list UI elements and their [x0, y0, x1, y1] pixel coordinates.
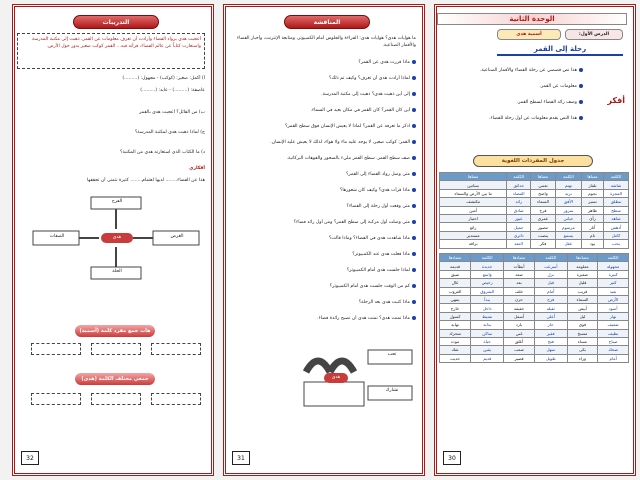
qa-item: ماذا قرأت هدى؟ وكيف كان شعورها؟	[228, 187, 416, 203]
table-cell: غال	[440, 279, 471, 287]
table-cell: صغيرة	[567, 270, 598, 278]
bullet-icon	[412, 236, 416, 240]
map-label-bottom: الحلة	[112, 269, 122, 274]
table-row	[440, 181, 629, 189]
qa-item: اذكر ما تعرفه عن القمر؟ لماذا لا يعيش الإنسان فوق سطح القمر؟	[228, 123, 416, 139]
intro-box	[17, 33, 205, 69]
table-header: مضادها	[440, 254, 471, 262]
center-word: هدى	[101, 233, 133, 243]
table-cell: سهل	[534, 346, 567, 354]
bullet-icon	[412, 268, 416, 272]
ideas-label: أفكاري	[189, 166, 205, 171]
lesson-name: أسمية هدى	[497, 29, 561, 40]
table-cell: أمام	[598, 354, 629, 362]
table-cell: مستدير	[440, 231, 507, 239]
table-row	[440, 223, 629, 231]
qa-item: لماذا جلست هدى أمام الكمبيوتر؟	[228, 267, 416, 283]
table-cell: خارج	[440, 304, 471, 312]
think-point: هذا النص يقدم معلومات عن أول رحلة للفضاء.	[443, 115, 583, 125]
table-cell: فرح	[531, 206, 556, 214]
table-cell: سطح	[604, 206, 629, 214]
table-cell: كثير	[598, 279, 629, 287]
bullet-icon	[412, 76, 416, 80]
table-cell: اجتياز	[440, 214, 507, 222]
qa-item: ماذا قررت هدى عن القمر؟	[228, 59, 416, 75]
table-header: الكلمة	[598, 254, 629, 262]
qa-item: لماذا أرادت هدى أن تعرف؟ وكيف تم ذلك؟	[228, 75, 416, 91]
page-number: 32	[21, 451, 39, 465]
table-cell: الشروق	[471, 287, 504, 295]
table-cell: أبيض	[567, 304, 598, 312]
table-cell: شك	[440, 346, 471, 354]
table-cell: المجرة	[604, 189, 629, 197]
table-row	[440, 206, 629, 214]
table-cell: رخيص	[471, 279, 504, 287]
qa-item: متى وصلت أول مركبة إلى سطح القمر؟ ومن أول رائد فضاء؟	[228, 219, 416, 235]
table-cell: لامعة	[507, 240, 531, 248]
think-points	[443, 67, 583, 125]
question-2: ب) من القائل؟ أعجبت هدى بالقمر	[139, 110, 205, 115]
bullet-icon	[579, 116, 583, 120]
table-cell: نجوم	[582, 189, 604, 197]
table-header: الكلمة	[471, 254, 504, 262]
bullet-icon	[412, 284, 416, 288]
table-cell: يحب	[604, 240, 629, 248]
think-point: معلومات عن القمر.	[443, 83, 583, 93]
banner-2: جمعي مختلف الكلمة (هدى)	[75, 373, 155, 385]
diagram-label-love: تحب	[387, 352, 397, 357]
table-cell: حياة	[471, 337, 504, 345]
qa-list	[228, 59, 416, 331]
answer-box[interactable]	[91, 393, 141, 405]
table-cell: تنطلق	[604, 198, 629, 206]
table-cell: مكتشف	[440, 198, 507, 206]
table-cell: فرح	[534, 295, 567, 303]
table-cell: تعتني	[531, 181, 556, 189]
table-cell: نظيف	[598, 329, 629, 337]
table-cell: مرسوم	[555, 223, 581, 231]
arch-right-icon	[330, 361, 354, 372]
middle-page	[223, 4, 425, 476]
table-cell: أغلق	[504, 337, 535, 345]
exercise-line-2: عاصفة: (.........) - عابد: (.........)	[140, 88, 205, 93]
table-cell: الفضاء	[507, 189, 531, 197]
table-cell: واضح	[531, 189, 556, 197]
table-cell: دائري	[507, 231, 531, 239]
table-cell: موت	[440, 337, 471, 345]
table-row	[440, 240, 629, 248]
table-cell: صعد	[504, 270, 535, 278]
think-point: هذا نص قصصي عن رحلة الفضاء والأقمار الصناعية.	[443, 67, 583, 77]
table-cell: أبطأت	[504, 262, 535, 270]
qa-item: متى وقعت أول رحلة إلى الفضاء؟	[228, 203, 416, 219]
table-cell: ضيق	[440, 270, 471, 278]
table-cell: ساكن	[471, 329, 504, 337]
table-cell: سرور	[555, 206, 581, 214]
qa-item: متى وصل رواد الفضاء إلى القمر؟	[228, 171, 416, 187]
table-cell: بارد	[504, 321, 535, 329]
table-cell: متسخ	[567, 329, 598, 337]
diagram-center: هدى	[324, 373, 348, 383]
answer-box[interactable]	[31, 343, 81, 355]
bullet-icon	[579, 68, 583, 72]
table-cell: بعيد	[598, 287, 629, 295]
table-row	[440, 270, 629, 278]
table-cell: رائع	[440, 223, 507, 231]
table-cell: قديم	[471, 354, 504, 362]
table-cell: كامل	[604, 231, 629, 239]
question-3: ج) لماذا ذهبت هدى لمكتبة المدرسة؟	[134, 130, 205, 135]
vocab-title: جدول المفردات اللغوية	[473, 155, 593, 167]
table-cell: أسفل	[504, 312, 535, 320]
map-label-right: الغرض	[170, 234, 184, 239]
table-cell: ما بين الأرض والسماء	[440, 189, 507, 197]
diagram-box	[304, 382, 364, 406]
bullet-icon	[412, 124, 416, 128]
table-cell: الأرض	[598, 295, 629, 303]
table-cell: تام	[582, 231, 604, 239]
map-label-left: الصفات	[49, 234, 65, 239]
table-cell: صادق	[507, 206, 531, 214]
diagram-label-share: تشارك	[385, 388, 399, 393]
table-cell: صباح	[598, 337, 629, 345]
table-header: مضادها	[567, 254, 598, 262]
table-row	[440, 287, 629, 295]
intro-text: ما هوايات هدى؟ هوايات هدى: القراءة والجلوس أمام الكمبيوتر، ومتابعة الإنترنت، وأخبار الفضاء والأقمار الصناعية.	[236, 36, 416, 48]
think-point: وصف رائد الفضاء لسطح القمر.	[443, 99, 583, 109]
bullet-icon	[412, 108, 416, 112]
think-label: أفكر	[607, 96, 625, 105]
table-cell: جديدة	[471, 262, 504, 270]
table-cell: ليل	[567, 312, 598, 320]
table-cell: أسرعت	[534, 262, 567, 270]
table-cell: مساء	[567, 337, 598, 345]
table-cell: خفيفة	[504, 304, 535, 312]
table-cell: عبور	[507, 214, 531, 222]
table-cell: ضحك	[598, 346, 629, 354]
unit-title: الوحدة الثانية	[437, 13, 627, 25]
table-cell: قصير	[504, 354, 535, 362]
table-cell: غني	[504, 329, 535, 337]
table-cell: مجهولة	[598, 262, 629, 270]
fill-line: هذا عن الفضاء........ لديها اهتمام........ كثيرة تتمنى أن تحققها	[86, 178, 205, 183]
table-cell: يود	[582, 240, 604, 248]
table-row	[440, 321, 629, 329]
table-row	[440, 354, 629, 362]
table-cell: واسع	[471, 270, 504, 278]
qa-item: ماذا شاهدت هدى في الفضاء؟ وماذا قالت؟	[228, 235, 416, 251]
banner-1: هات جمع مفرد كلمة (أسمية)	[75, 325, 155, 337]
table-cell: فقير	[534, 329, 567, 337]
bullet-icon	[412, 252, 416, 256]
table-cell: حدائق	[507, 181, 531, 189]
table-cell: عقل	[555, 240, 581, 248]
page-number: 30	[443, 451, 461, 465]
qa-item: ماذا فعلت هدى عند الكمبيوتر؟	[228, 251, 416, 267]
table-row	[440, 337, 629, 345]
question-4: د) ما الكتاب الذي استعارته هدى من المكتبة؟	[120, 150, 205, 155]
table-cell: جميل	[507, 223, 531, 231]
bullet-icon	[579, 100, 583, 104]
table-row	[440, 262, 629, 270]
qa-item: كم من الوقت جلست هدى أمام الكمبيوتر؟	[228, 283, 416, 299]
table-cell: خلف	[504, 287, 535, 295]
table-header: الكلمة	[534, 254, 567, 262]
table-cell: أمين	[440, 206, 507, 214]
table-row	[440, 295, 629, 303]
opposites-table	[439, 253, 629, 363]
lesson-label: الدرس الأول:	[565, 29, 623, 40]
table-header: معناها	[531, 173, 556, 181]
table-cell: ينصت	[531, 231, 556, 239]
table-cell: مصور	[531, 223, 556, 231]
left-page	[12, 4, 214, 476]
exercise-line-1: أ) أكمل: صغير: (كوكب) - مجهول: (.........)	[122, 76, 205, 81]
table-cell: كسول	[440, 312, 471, 320]
bullet-icon	[412, 188, 416, 192]
table-row	[440, 304, 629, 312]
bullet-icon	[412, 140, 416, 144]
table-cell: قبل	[534, 279, 567, 287]
table-row	[440, 214, 629, 222]
bullet-icon	[412, 300, 416, 304]
table-cell: وراء	[567, 354, 598, 362]
table-row	[440, 312, 629, 320]
table-cell: عمري	[531, 214, 556, 222]
qa-item: ماذا كتبت هدى بعد الرحلة؟	[228, 299, 416, 315]
table-cell: حديث	[440, 354, 471, 362]
table-cell: ظاهر	[582, 206, 604, 214]
table-cell: صعب	[504, 346, 535, 354]
table-cell: حياتي	[555, 214, 581, 222]
answer-box[interactable]	[91, 343, 141, 355]
table-cell: قديمة	[440, 262, 471, 270]
table-cell: فتح	[534, 337, 567, 345]
table-cell: أعلى	[534, 312, 567, 320]
table-cell: تهتم	[555, 181, 581, 189]
table-cell: نشيط	[471, 312, 504, 320]
bullet-icon	[579, 84, 583, 88]
qa-item: ماذا تمنت هدى؟ تمنت هدى أن تصبح رائدة فضاء.	[228, 315, 416, 331]
qa-item: صف سطح القمر. سطح القمر مليء بالصخور والفوهات البركانية.	[228, 155, 416, 171]
page-number: 31	[232, 451, 250, 465]
table-cell: تسير	[582, 198, 604, 206]
table-cell: بكى	[567, 346, 598, 354]
table-cell: الأفق	[555, 198, 581, 206]
table-cell: قليل	[567, 279, 598, 287]
answer-box[interactable]	[151, 393, 201, 405]
bullet-icon	[412, 156, 416, 160]
bullet-icon	[412, 220, 416, 224]
table-cell: نزيه	[555, 189, 581, 197]
lesson-title: رحلة إلى القمر	[497, 43, 623, 56]
table-cell: قوي	[567, 321, 598, 329]
table-cell: أسود	[598, 304, 629, 312]
bullet-icon	[412, 60, 416, 64]
table-cell: السماء	[531, 198, 556, 206]
table-cell: حزن	[504, 295, 535, 303]
table-cell: ينتهي	[440, 295, 471, 303]
table-header: الكلمة	[555, 173, 581, 181]
qa-item: القمر: كوكب صغير، لا يوجد عليه ماء ولا هواء، لذلك لا يعيش عليه الإنسان.	[228, 139, 416, 155]
qa-item: إلى أين ذهبت هدى؟ ذهبت إلى مكتبة المدرسة.	[228, 91, 416, 107]
table-header: مضادها	[504, 254, 535, 262]
table-cell: ضعيف	[598, 321, 629, 329]
table-row	[440, 346, 629, 354]
right-page	[434, 4, 636, 476]
table-cell: نهار	[598, 312, 629, 320]
table-cell: حار	[534, 321, 567, 329]
page-title: المناقشة	[284, 15, 370, 29]
table-cell: بداية	[471, 321, 504, 329]
map-label-top: الفرح	[111, 199, 123, 204]
table-cell: شاهد	[604, 214, 629, 222]
table-cell: براقة	[440, 240, 507, 248]
table-cell: أثار	[582, 223, 604, 231]
table-cell: قريب	[567, 287, 598, 295]
table-row	[440, 329, 629, 337]
table-header: معناها	[582, 173, 604, 181]
table-cell: فكر	[531, 240, 556, 248]
table-cell: طويل	[534, 354, 567, 362]
table-cell: داخل	[471, 304, 504, 312]
bullet-icon	[412, 316, 416, 320]
answer-box[interactable]	[31, 393, 81, 405]
arch-left-icon	[306, 361, 330, 372]
table-row	[440, 189, 629, 197]
table-cell: تلفاز	[582, 181, 604, 189]
table-cell: أمام	[534, 287, 567, 295]
table-cell: يبدأ	[471, 295, 504, 303]
table-header: معناها	[440, 173, 507, 181]
table-cell: متحرك	[440, 329, 471, 337]
table-cell: بعد	[504, 279, 535, 287]
table-cell: شاشة	[604, 181, 629, 189]
vocab-table	[439, 172, 629, 249]
table-cell: ثقيلة	[534, 304, 567, 312]
table-row	[440, 279, 629, 287]
bullet-icon	[412, 92, 416, 96]
table-row	[440, 198, 629, 206]
bullet-icon	[412, 204, 416, 208]
table-header: الكلمة	[604, 173, 629, 181]
table-cell: رأى	[582, 214, 604, 222]
table-cell: نهاية	[440, 321, 471, 329]
table-cell: كبيرة	[598, 270, 629, 278]
table-cell: رائد	[507, 198, 531, 206]
page-title: التدريبات	[73, 15, 159, 29]
table-row	[440, 231, 629, 239]
table-cell: يسمع	[555, 231, 581, 239]
table-cell: أدهش	[604, 223, 629, 231]
table-cell: معلومة	[567, 262, 598, 270]
qa-item: أين كان القمر؟ كان القمر في مكان بعيد في السماء.	[228, 107, 416, 123]
table-header: الكلمة	[507, 173, 531, 181]
table-cell: السماء	[567, 295, 598, 303]
table-cell: يقين	[471, 346, 504, 354]
intro-text: أعجبت هدى برواد الفضاء وأرادت أن تعرف معلومات عن القمر، ذهبت إلى مكتبة المدرسة واستعارت كتاباً عن عالم الفضاء، قرأته فيه... القمر كوكب صغير يدور حول الأرض.	[31, 37, 201, 49]
table-cell: بساتين	[440, 181, 507, 189]
bullet-icon	[412, 172, 416, 176]
table-cell: نزل	[534, 270, 567, 278]
answer-box[interactable]	[151, 343, 201, 355]
table-cell: الغروب	[440, 287, 471, 295]
